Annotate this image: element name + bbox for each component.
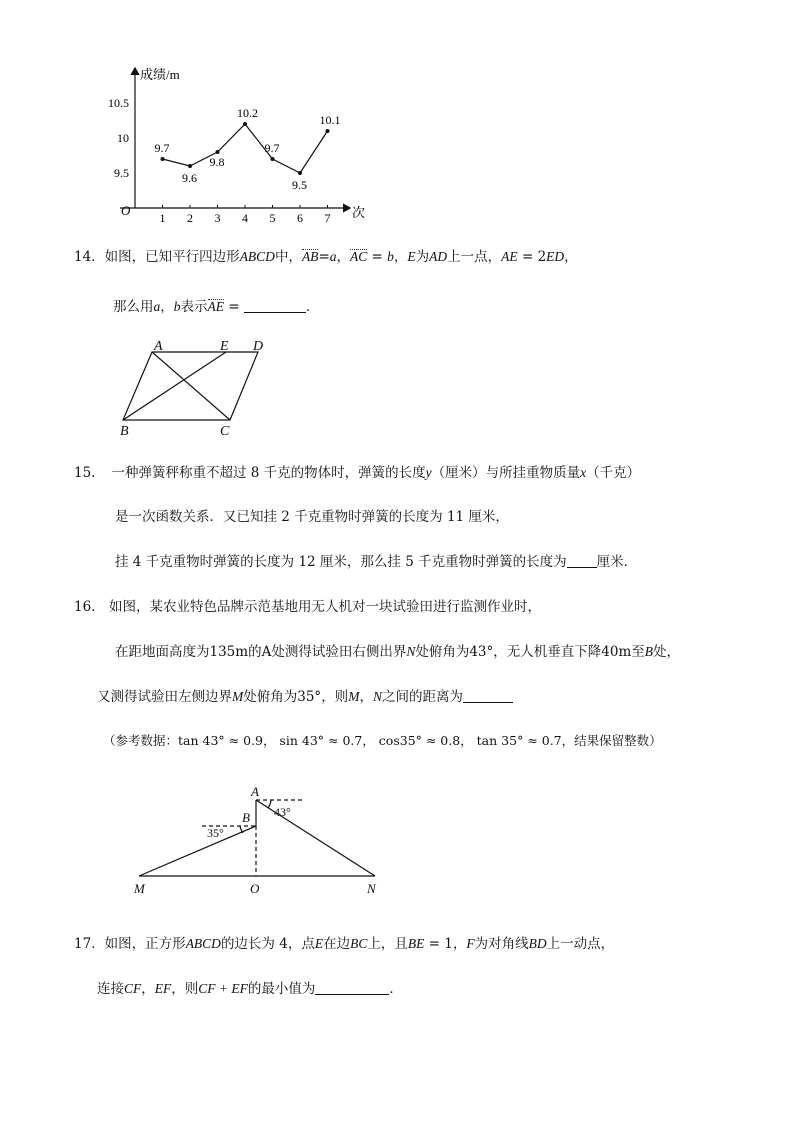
- q17-line1: 17．如图，正方形ABCD的边长为 4，点E在边BC上，且BE = 1，F为对角线BD上一动点，: [74, 936, 615, 952]
- x-tick-label: 6: [297, 211, 303, 225]
- q14-number: 14: [74, 249, 92, 265]
- q15-line2: 是一次函数关系．又已知挂 2 千克重物时弹簧的长度为 11 厘米，: [115, 509, 509, 525]
- data-label: 9.7: [154, 141, 170, 155]
- label-e: E: [220, 340, 229, 354]
- q17-answer-blank[interactable]: [315, 980, 389, 995]
- data-point: [243, 122, 247, 126]
- q17-number: 17: [74, 936, 92, 952]
- y-tick-label: 10: [117, 131, 129, 145]
- data-label: 9.8: [209, 155, 225, 169]
- x-tick-label: 3: [214, 211, 221, 225]
- data-label: 9.6: [182, 171, 197, 185]
- x-tick-label: 2: [187, 211, 193, 225]
- q16-line1: 16． 如图，某农业特色品牌示范基地用无人机对一块试验田进行监测作业时，: [74, 599, 541, 615]
- q14-line1: 14．如图，已知平行四边形ABCD中，AB=a，AC = b，E为AD上一点，AE = 2ED，: [74, 249, 578, 265]
- data-point: [298, 171, 302, 175]
- origin-label: O: [121, 203, 131, 218]
- drone-figure: [125, 780, 395, 900]
- vector-ac: AC: [350, 249, 368, 264]
- q16-number: 16: [74, 599, 92, 615]
- q16-line3: 又测得试验田左侧边界M处俯角为35°，则M，N之间的距离为: [97, 688, 513, 706]
- q15-line1: 15. 一种弹簧秤称重不超过 8 千克的物体时，弹簧的长度y（厘米）与所挂重物质量x（千克）: [74, 465, 641, 481]
- label-c: C: [220, 424, 230, 439]
- x-tick-label: 4: [242, 211, 248, 225]
- data-point: [188, 164, 192, 168]
- data-label: 9.7: [264, 141, 280, 155]
- q16-answer-blank[interactable]: [463, 688, 513, 703]
- label-m: M: [134, 881, 145, 896]
- data-point: [161, 157, 165, 161]
- q16-reference: （参考数据：tan 43° ≈ 0.9， sin 43° ≈ 0.7， cos35° ≈ 0.8， tan 35° ≈ 0.7，结果保留整数）: [103, 733, 662, 748]
- label-d: D: [253, 340, 264, 354]
- label-a: A: [251, 784, 259, 799]
- x-tick-label: 5: [269, 211, 276, 225]
- q14-line2: 那么用a，b表示AE = ．: [113, 299, 320, 315]
- angle-label-43: 43°: [274, 805, 291, 819]
- data-label: 10.2: [237, 106, 258, 120]
- label-a: A: [154, 340, 163, 354]
- y-tick-label: 9.5: [114, 166, 129, 180]
- label-b: B: [120, 424, 129, 439]
- label-b: B: [242, 810, 250, 825]
- y-axis-label: 成绩/m: [140, 67, 180, 82]
- label-n: N: [367, 881, 376, 896]
- q15-answer-blank[interactable]: [567, 553, 597, 568]
- vector-ab: AB: [301, 249, 319, 264]
- angle-label-35: 35°: [207, 826, 224, 840]
- data-point: [326, 129, 330, 133]
- angle-arc-43: [268, 800, 271, 808]
- data-point: [271, 157, 275, 161]
- x-tick-label: 1: [159, 211, 166, 225]
- segment-be: [123, 352, 226, 420]
- q15-number: 15.: [74, 465, 96, 481]
- q17-line2: 连接CF，EF，则CF + EF的最小值为 ．: [97, 981, 403, 997]
- data-label: 10.1: [319, 113, 341, 127]
- x-axis-label: 次: [352, 205, 366, 220]
- vector-ae: AE: [207, 299, 224, 314]
- q14-answer-blank[interactable]: [244, 298, 306, 313]
- q16-line2: 在距地面高度为135m的A处测得试验田右侧出界N处俯角为43°，无人机垂直下降40m至B处，: [115, 644, 681, 660]
- parallelogram-figure: [110, 340, 280, 440]
- data-label: 9.5: [292, 178, 307, 192]
- q15-line3: 挂 4 千克重物时弹簧的长度为 12 厘米，那么挂 5 千克重物时弹簧的长度为 厘米．: [115, 554, 638, 570]
- diagonal-ac: [152, 352, 230, 420]
- series-line: [163, 124, 328, 173]
- x-tick-label: 7: [324, 211, 331, 225]
- y-tick-label: 10.5: [108, 96, 129, 110]
- score-line-chart: [100, 60, 380, 225]
- label-o: O: [250, 881, 260, 896]
- data-point: [216, 150, 220, 154]
- sight-line-bm: [139, 826, 256, 876]
